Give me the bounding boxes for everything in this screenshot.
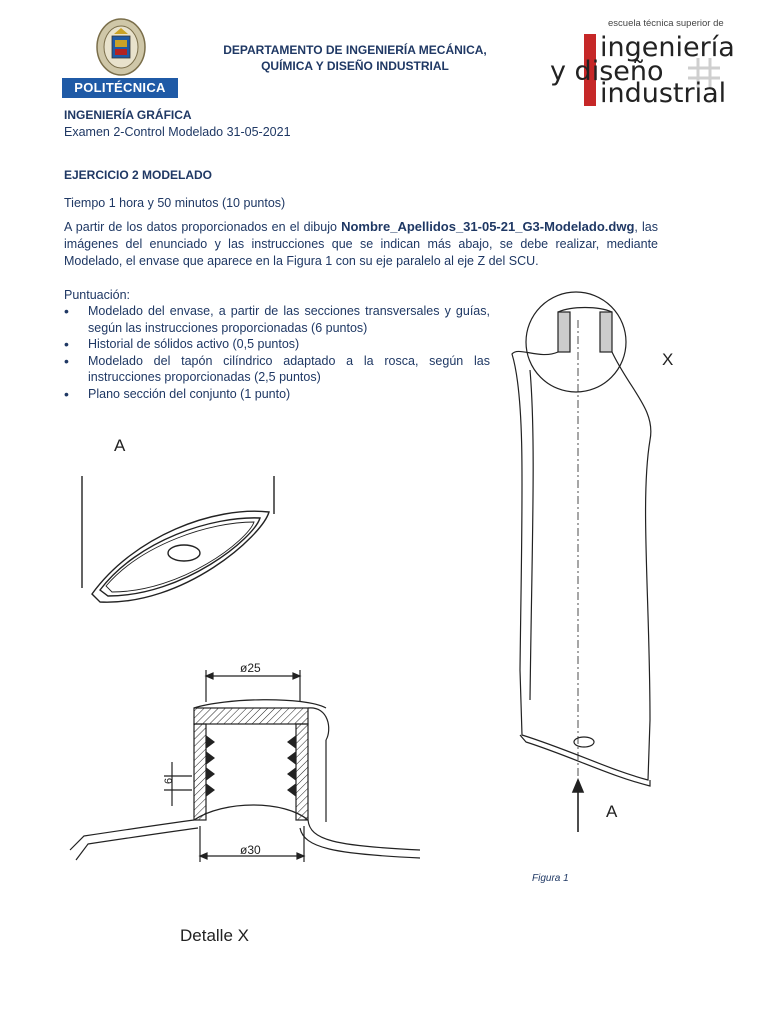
etsidi-word-ingenieria: ingeniería — [600, 32, 735, 63]
detail-x-drawing — [64, 650, 424, 894]
upm-logo — [62, 18, 180, 100]
list-item: • Plano sección del conjunto (1 punto) — [64, 386, 490, 403]
list-item: • Modelado del tapón cilíndrico adaptado a la rosca, según las instrucciones proporcionadas (2,5 puntos) — [64, 353, 490, 386]
etsidi-word-industrial: industrial — [600, 78, 727, 109]
drawing-filename: Nombre_Apellidos_31-05-21_G3-Modelado.dwg — [341, 219, 635, 234]
view-a-arrow-label: A — [606, 802, 618, 821]
exam-subtitle: Examen 2-Control Modelado 31-05-2021 — [64, 125, 291, 139]
upm-crest-icon — [96, 18, 146, 76]
paragraph-part-2: , las imágenes del enunciado y las instrucciones que se indican más abajo, se debe realizar, mediante Modelado, el envase que aparece en la Figura 1 con su eje paralelo al eje Z del SCU. — [64, 220, 658, 268]
figure-caption: Figura 1 — [532, 873, 569, 884]
dimension-h6: 6 — [163, 777, 175, 784]
time-limit: Tiempo 1 hora y 50 minutos (10 puntos) — [64, 196, 286, 210]
etsidi-word-diseno: y diseño — [550, 56, 664, 87]
scoring-title: Puntuación: — [64, 288, 131, 302]
scoring-list — [64, 303, 490, 402]
view-a-label: A — [114, 436, 126, 455]
detail-x-label: Detalle X — [180, 926, 249, 945]
detail-x-marker: X — [662, 350, 674, 369]
department-line-2: QUÍMICA Y DISEÑO INDUSTRIAL — [261, 59, 449, 73]
bottom-view-drawing — [64, 476, 284, 616]
department-title — [200, 42, 510, 74]
etsidi-subtitle: escuela técnica superior de — [608, 18, 724, 29]
course-title: INGENIERÍA GRÁFICA — [64, 108, 192, 122]
politecnica-label: POLITÉCNICA — [62, 78, 178, 98]
bottle-figure-1 — [500, 280, 680, 840]
instructions-paragraph — [64, 218, 658, 270]
department-line-1: DEPARTAMENTO DE INGENIERÍA MECÁNICA, — [223, 43, 487, 57]
list-item: • Historial de sólidos activo (0,5 puntos) — [64, 336, 490, 353]
paragraph-part-1: A partir de los datos proporcionados en el dibujo — [64, 220, 342, 234]
list-item: • Modelado del envase, a partir de las secciones transversales y guías, según las instrucciones proporcionadas (6 puntos) — [64, 303, 490, 336]
dimension-d30: ø30 — [240, 843, 261, 857]
etsidi-logo — [548, 18, 738, 108]
dimension-d25: ø25 — [240, 661, 261, 675]
exercise-title: EJERCICIO 2 MODELADO — [64, 168, 213, 182]
